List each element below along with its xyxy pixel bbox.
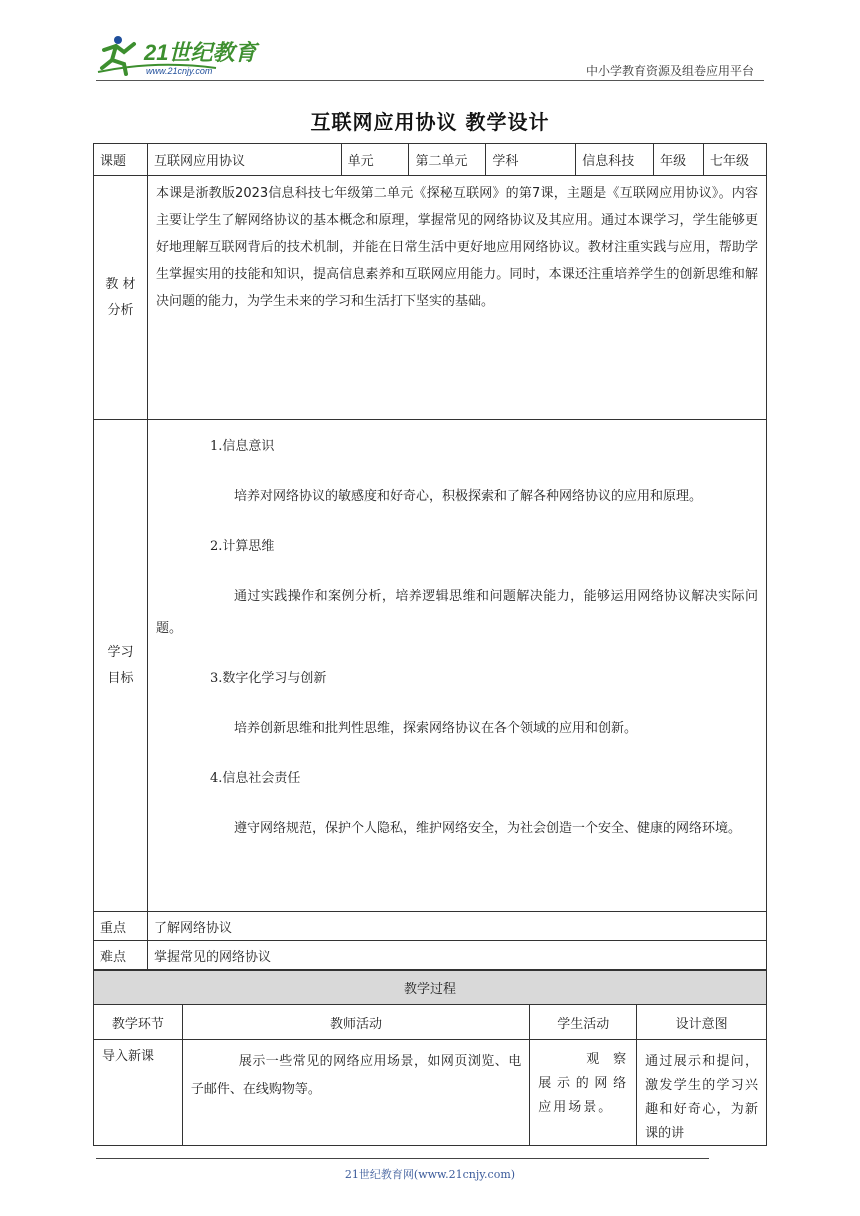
topic-label: 课题	[94, 144, 148, 176]
intent-text: 通过展示和提问，激发学生的学习兴趣和好奇心，为新课的讲	[645, 1054, 758, 1141]
intent-cell	[637, 1040, 767, 1146]
objective-text: 培养创新思维和批判性思维，探索网络协议在各个领域的应用和创新。	[233, 721, 637, 736]
key-point-text: 了解网络协议	[147, 912, 766, 941]
grade-label: 年级	[654, 144, 704, 176]
teacher-activity-text: 展示一些常见的网络应用场景，如网页浏览、电子邮件、在线购物等。	[190, 1054, 522, 1097]
analysis-cell	[147, 176, 766, 420]
analysis-label-1: 教 材	[105, 276, 136, 292]
stage-cell: 导入新课	[94, 1040, 183, 1146]
objectives-label-2: 目标	[107, 670, 134, 686]
teaching-process-table	[93, 970, 767, 1146]
objective-heading: 4.信息社会责任	[209, 771, 301, 786]
analysis-row	[94, 176, 767, 420]
objectives-cell	[147, 420, 766, 912]
objective-text: 培养对网络协议的敏感度和好奇心，积极探索和了解各种网络协议的应用和原理。	[233, 489, 702, 504]
objective-heading: 3.数字化学习与创新	[209, 671, 327, 686]
platform-name: 中小学教育资源及组卷应用平台	[585, 64, 754, 78]
page-title: 互联网应用协议 教学设计	[310, 110, 550, 134]
process-header-row	[94, 1005, 767, 1040]
topic-value: 互联网应用协议	[147, 144, 341, 176]
subject-value: 信息科技	[576, 144, 654, 176]
info-row	[94, 144, 767, 176]
objective-heading: 2.计算思维	[209, 539, 275, 554]
process-title: 教学过程	[94, 971, 767, 1005]
key-point-label: 重点	[94, 912, 148, 941]
grade-value: 七年级	[704, 144, 767, 176]
objectives-label-1: 学习	[107, 644, 134, 660]
analysis-label	[94, 176, 148, 420]
page-header	[0, 0, 860, 90]
objectives-row	[94, 420, 767, 912]
analysis-text: 本课是浙教版2023信息科技七年级第二单元《探秘互联网》的第7课，主题是《互联网应用协议》。内容主要让学生了解网络协议的基本概念和原理，掌握常见的网络协议及其应用。通过本课学习，学生能够更好地理解互联网背后的技术机制，并能在日常生活中更好地应用网络协议。教材注重实践与应用，帮助学生掌握实用的技能和知识，提高信息素养和互联网应用能力。同时，本课还注重培养学生的创新思维和解决问题的能力，为学生未来的学习和生活打下坚实的基础。	[155, 186, 758, 309]
objective-heading: 1.信息意识	[209, 439, 275, 454]
header-teacher: 教师活动	[182, 1005, 529, 1040]
logo-url: www.21cnjy.com	[146, 66, 213, 76]
footer-divider	[96, 1158, 709, 1159]
logo	[96, 34, 266, 80]
logo-text: 21世纪教育	[144, 40, 257, 65]
student-activity-text: 观察展示的网络应用场景。	[538, 1052, 629, 1115]
header-intent: 设计意图	[637, 1005, 767, 1040]
difficulty-text: 掌握常见的网络协议	[147, 941, 766, 970]
difficulty-row	[94, 941, 767, 970]
footer-text: 21世纪教育网(www.21cnjy.com)	[344, 1168, 516, 1181]
lesson-info-table	[93, 143, 767, 970]
objectives-label	[94, 420, 148, 912]
header-student: 学生活动	[530, 1005, 637, 1040]
header-stage: 教学环节	[94, 1005, 183, 1040]
header-divider	[96, 80, 764, 81]
process-title-row	[94, 971, 767, 1005]
key-point-row	[94, 912, 767, 941]
subject-label: 学科	[486, 144, 576, 176]
teacher-activity	[182, 1040, 529, 1146]
student-activity	[530, 1040, 637, 1146]
unit-label: 单元	[341, 144, 409, 176]
analysis-label-2: 分析	[107, 302, 134, 318]
table-row	[94, 1040, 767, 1146]
objective-text: 遵守网络规范，保护个人隐私，维护网络安全，为社会创造一个安全、健康的网络环境。	[233, 821, 741, 836]
unit-value: 第二单元	[409, 144, 486, 176]
difficulty-label: 难点	[94, 941, 148, 970]
objective-text: 通过实践操作和案例分析，培养逻辑思维和问题解决能力，能够运用网络协议解决实际问题。	[155, 589, 758, 636]
